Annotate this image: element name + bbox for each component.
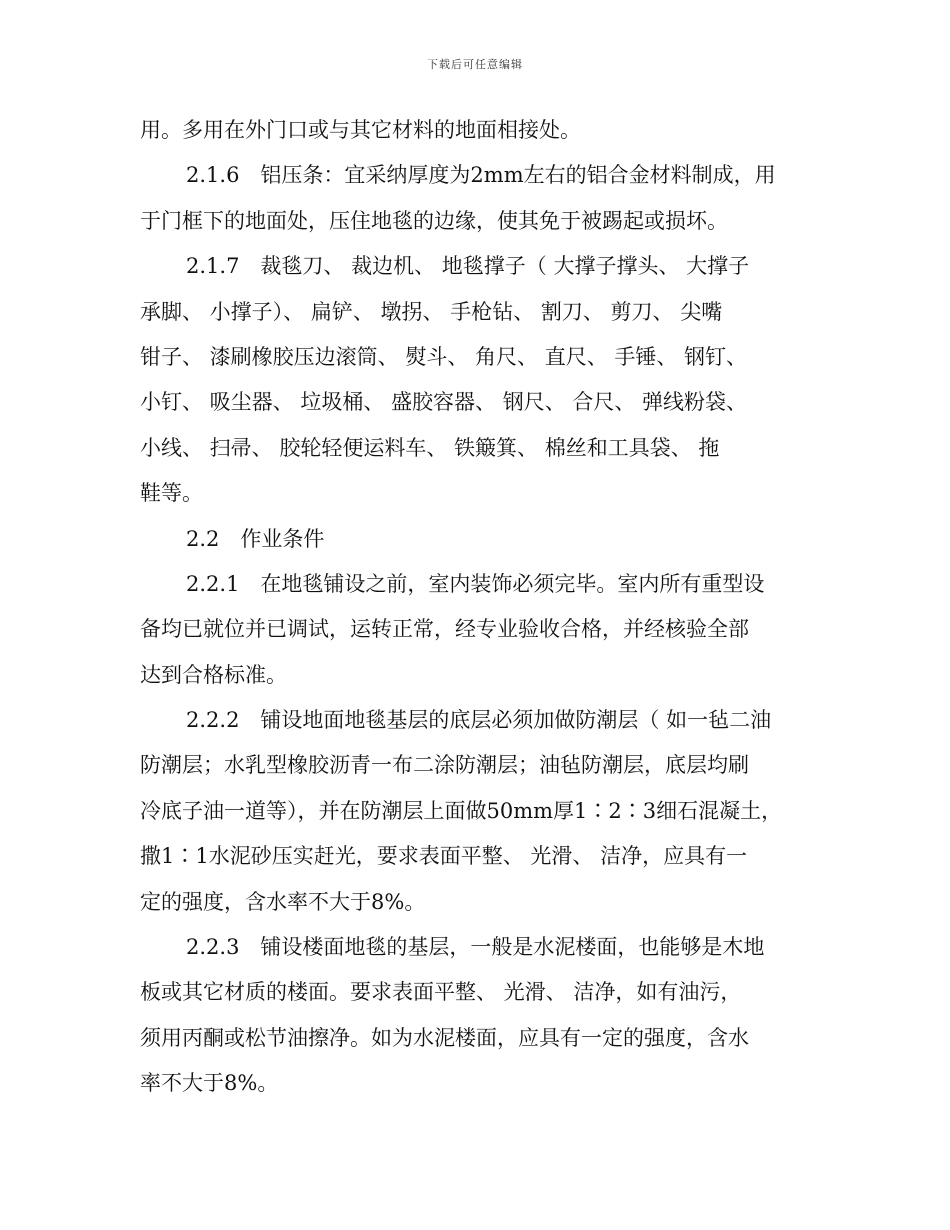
text-line: 2.2.2 铺设地面地毯基层的底层必须加做防潮层（ 如一毡二油 (186, 708, 772, 733)
text-line: 撒1∶1水泥砂压实赶光，要求表面平整、 光滑、 洁净，应具有一 (140, 844, 748, 869)
text-line: 板或其它材质的楼面。要求表面平整、 光滑、 洁净，如有油污， (140, 980, 742, 1005)
text-line: 2.2 作业条件 (186, 526, 325, 551)
text-line: 达到合格标准。 (140, 662, 287, 687)
text-line: 钳子、 漆刷橡胶压边滚筒、 熨斗、 角尺、 直尺、 手锤、 钢钉、 (140, 344, 748, 369)
text-line: 须用丙酮或松节油擦净。如为水泥楼面，应具有一定的强度，含水 (140, 1025, 749, 1050)
text-line: 定的强度，含水率不大于8%。 (140, 889, 426, 914)
text-line: 于门框下的地面处，压住地毯的边缘，使其免于被踢起或损坏。 (140, 208, 728, 233)
text-line: 备均已就位并已调试，运转正常，经专业验收合格，并经核验全部 (140, 617, 749, 642)
text-line: 率不大于8%。 (140, 1071, 279, 1096)
text-line: 2.2.3 铺设楼面地毯的基层，一般是水泥楼面，也能够是木地 (186, 935, 765, 960)
text-line: 小线、 扫帚、 胶轮轻便运料车、 铁簸箕、 棉丝和工具袋、 拖 (140, 435, 720, 460)
text-line: 用。多用在外门口或与其它材料的地面相接处。 (140, 118, 581, 142)
page-header: 下载后可任意编辑 (427, 58, 523, 71)
text-line: 小钉、 吸尘器、 垃圾桶、 盛胶容器、 钢尺、 合尺、 弹线粉袋、 (140, 390, 748, 415)
text-line: 2.2.1 在地毯铺设之前，室内装饰必须完毕。室内所有重型设 (186, 571, 765, 596)
text-line: 2.1.7 裁毯刀、 裁边机、 地毯撑子（ 大撑子撑头、 大撑子 (186, 254, 750, 279)
text-line: 鞋等。 (140, 481, 203, 506)
text-line: 冷底子油一道等），并在防潮层上面做50mm厚1∶2∶3细石混凝土， (140, 798, 783, 823)
text-line: 2.1.6 铝压条：宜采纳厚度为2mm左右的铝合金材料制成，用 (186, 163, 776, 188)
document-body (140, 108, 820, 1107)
text-line: 防潮层；水乳型橡胶沥青一布二涂防潮层；油毡防潮层，底层均刷 (140, 753, 749, 778)
text-line: 承脚、 小撑子）、 扁铲、 墩拐、 手枪钻、 割刀、 剪刀、 尖嘴 (140, 299, 723, 324)
